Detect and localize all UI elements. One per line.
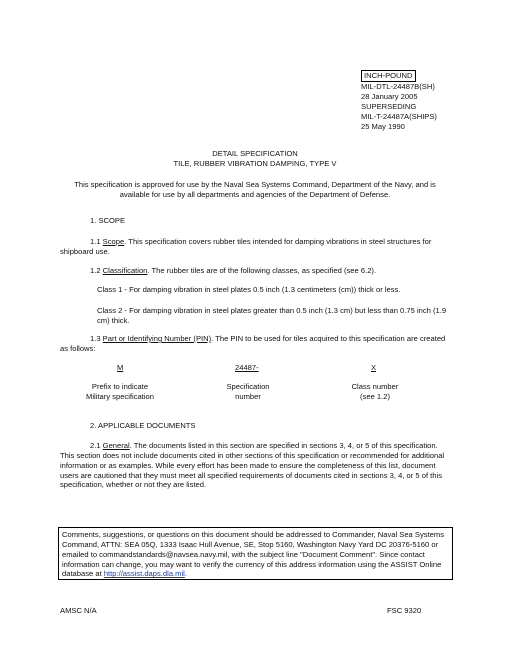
comments-end: .	[184, 569, 187, 579]
class-2-description: Class 2 - For damping vibration in steel plates greater than 0.5 inch (1.3 cm) but less than 0.75 inch (1.9 cm) thick.	[97, 306, 447, 325]
document-header	[361, 70, 491, 132]
scope-title: Scope	[102, 237, 125, 246]
approval-line-1: This specification is approved for use by the Naval Sea Systems Command, Department of the Navy, and is	[74, 180, 436, 189]
pin-prefix-description	[80, 382, 160, 402]
document-id: MIL-DTL-24487B(SH)	[361, 82, 435, 92]
pin-code-class: X	[371, 363, 377, 372]
approval-statement	[0, 180, 510, 200]
classification-number: 1.2	[90, 266, 103, 275]
approval-line-2: available for use by all departments and agencies of the Department of Defense.	[119, 189, 391, 199]
pin-text: . The PIN to be used for tiles acquired to this specification are created as follows:	[60, 334, 446, 353]
general-paragraph	[60, 441, 450, 490]
general-text: . The documents listed in this section are specified in sections 3, 4, or 5 of this specification. This section does not include documents cited in other sections of this specification or recommended for additional information or as examples. While every effort has been made to ensure the completeness of this list, document users are cautioned that they must meet all specified requirements of documents cited in sections 3, 4, or 5 of this specification, whether or not they are listed.	[60, 441, 445, 490]
comments-text: Comments, suggestions, or questions on this document should be addressed to Commander, Naval Sea Systems Command, ATTN: SEA 05Q, 1333 Isaac Hull Avenue, SE, Stop 5160, Washington Navy Yard DC 20376-5160 or emailed to commandstandards@navsea.navy.mil, with the subject line "Document Comment". Since contact information can change, you may want to verify the currency of this address information using the ASSIST Online database at	[62, 530, 444, 579]
document-date: 28 January 2005	[361, 92, 418, 102]
document-title	[0, 149, 510, 169]
pin-spec-desc-line-1: Specification	[226, 382, 270, 391]
pin-prefix-desc-line-2: Military specification	[86, 391, 154, 401]
fsc-label: FSC 9320	[387, 606, 422, 615]
scope-text: . This specification covers rubber tiles intended for damping vibrations in steel structures for shipboard use.	[60, 237, 432, 256]
pin-class-desc-line-1: Class number	[351, 382, 399, 391]
superseding-label: SUPERSEDING	[361, 102, 417, 112]
classification-text: . The rubber tiles are of the following classes, as specified (see 6.2).	[147, 266, 377, 275]
scope-number: 1.1	[90, 237, 103, 246]
general-number: 2.1	[90, 441, 103, 450]
general-title: General	[102, 441, 130, 450]
pin-code-spec-number: 24487-	[235, 363, 259, 372]
title-line-1: DETAIL SPECIFICATION	[212, 149, 298, 158]
amsc-label: AMSC N/A	[60, 606, 97, 615]
pin-paragraph	[60, 334, 450, 354]
pin-prefix-desc-line-1: Prefix to indicate	[91, 382, 149, 391]
pin-number: 1.3	[90, 334, 103, 343]
inch-pound-label: INCH-POUND	[361, 70, 416, 82]
classification-title: Classification	[102, 266, 148, 275]
superseded-document-id: MIL-T-24487A(SHIPS)	[361, 112, 437, 122]
scope-heading: 1. SCOPE	[90, 216, 126, 225]
scope-paragraph	[60, 237, 450, 257]
pin-class-desc-line-2: (see 1.2)	[360, 391, 390, 401]
pin-code-prefix: M	[117, 363, 124, 372]
pin-spec-description	[208, 382, 288, 402]
title-line-2: TILE, RUBBER VIBRATION DAMPING, TYPE V	[173, 158, 337, 168]
comments-box	[58, 527, 453, 580]
pin-title: Part or Identifying Number (PIN)	[102, 334, 212, 343]
pin-class-description	[335, 382, 415, 402]
pin-spec-desc-line-2: number	[235, 391, 261, 401]
class-1-description: Class 1 - For damping vibration in steel plates 0.5 inch (1.3 centimeters (cm)) thick or less.	[97, 285, 401, 294]
assist-link[interactable]: http://assist.daps.dla.mil	[103, 569, 185, 579]
applicable-documents-heading: 2. APPLICABLE DOCUMENTS	[90, 421, 196, 430]
superseded-document-date: 25 May 1990	[361, 122, 405, 132]
classification-paragraph	[60, 266, 450, 276]
